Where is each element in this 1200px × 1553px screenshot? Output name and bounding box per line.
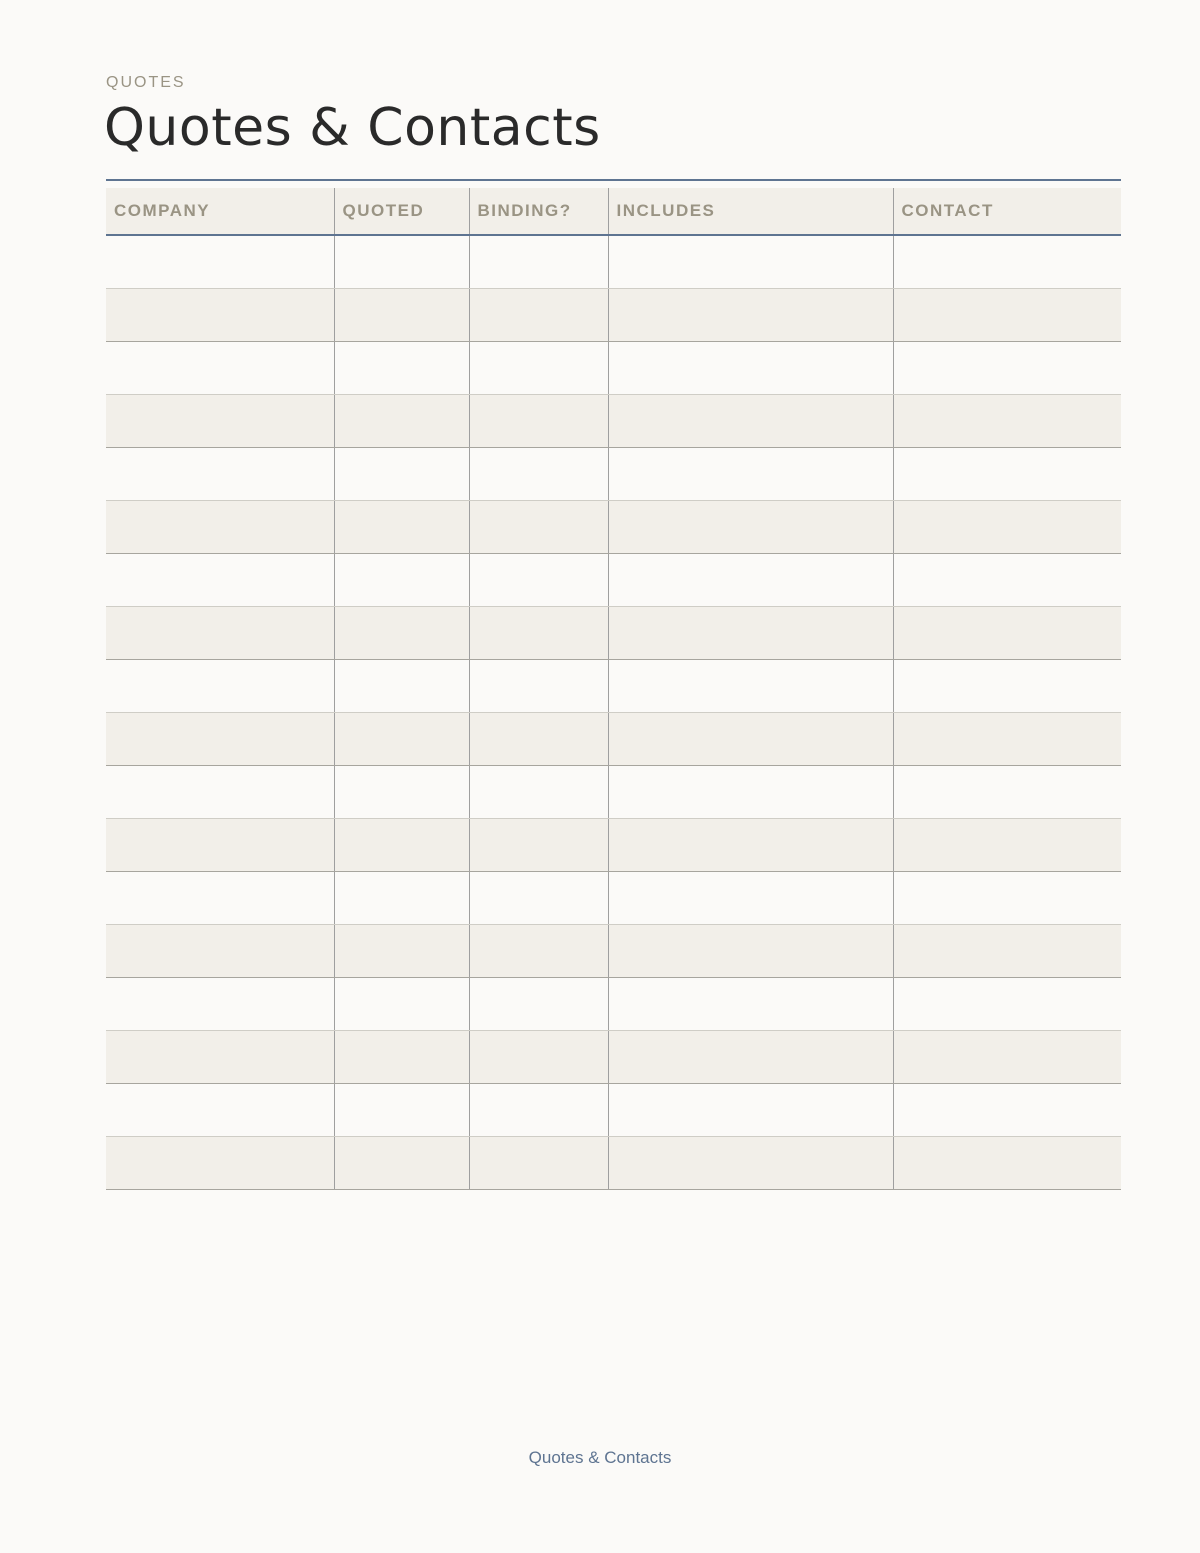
cell-binding[interactable] [469,342,608,395]
cell-company[interactable] [106,766,334,819]
cell-company[interactable] [106,607,334,660]
cell-company[interactable] [106,501,334,554]
cell-binding[interactable] [469,872,608,925]
cell-contact[interactable] [893,660,1121,713]
cell-quoted[interactable] [334,872,469,925]
cell-quoted[interactable] [334,342,469,395]
cell-company[interactable] [106,289,334,342]
cell-company[interactable] [106,235,334,289]
cell-includes[interactable] [608,395,893,448]
cell-includes[interactable] [608,448,893,501]
cell-binding[interactable] [469,1084,608,1137]
cell-contact[interactable] [893,872,1121,925]
cell-includes[interactable] [608,554,893,607]
quotes-table [106,188,1121,1190]
column-header-contact: CONTACT [893,188,1121,235]
page-title: Quotes & Contacts [104,98,601,158]
table-row [106,1031,1121,1084]
cell-contact[interactable] [893,713,1121,766]
cell-includes[interactable] [608,713,893,766]
table-row [106,448,1121,501]
cell-quoted[interactable] [334,713,469,766]
cell-contact[interactable] [893,342,1121,395]
cell-binding[interactable] [469,501,608,554]
cell-contact[interactable] [893,925,1121,978]
cell-binding[interactable] [469,289,608,342]
cell-company[interactable] [106,554,334,607]
cell-company[interactable] [106,342,334,395]
cell-company[interactable] [106,925,334,978]
cell-contact[interactable] [893,501,1121,554]
table-row [106,1084,1121,1137]
column-header-company: COMPANY [106,188,334,235]
cell-quoted[interactable] [334,289,469,342]
cell-includes[interactable] [608,925,893,978]
page-footer: Quotes & Contacts [528,1448,672,1467]
cell-binding[interactable] [469,925,608,978]
cell-company[interactable] [106,819,334,872]
cell-contact[interactable] [893,1137,1121,1190]
cell-includes[interactable] [608,1137,893,1190]
cell-includes[interactable] [608,235,893,289]
cell-binding[interactable] [469,554,608,607]
cell-company[interactable] [106,1084,334,1137]
table-row [106,342,1121,395]
cell-contact[interactable] [893,1084,1121,1137]
cell-quoted[interactable] [334,1137,469,1190]
cell-contact[interactable] [893,554,1121,607]
cell-company[interactable] [106,713,334,766]
table-row [106,607,1121,660]
cell-contact[interactable] [893,978,1121,1031]
title-divider [106,179,1121,181]
cell-quoted[interactable] [334,607,469,660]
cell-quoted[interactable] [334,395,469,448]
cell-company[interactable] [106,1137,334,1190]
cell-binding[interactable] [469,819,608,872]
cell-contact[interactable] [893,235,1121,289]
cell-contact[interactable] [893,819,1121,872]
cell-contact[interactable] [893,766,1121,819]
cell-includes[interactable] [608,1031,893,1084]
table-body [106,235,1121,1190]
table-row [106,819,1121,872]
cell-binding[interactable] [469,660,608,713]
cell-contact[interactable] [893,1031,1121,1084]
table-row [106,713,1121,766]
cell-quoted[interactable] [334,1031,469,1084]
cell-quoted[interactable] [334,925,469,978]
cell-company[interactable] [106,660,334,713]
cell-binding[interactable] [469,1137,608,1190]
table-row [106,501,1121,554]
cell-binding[interactable] [469,766,608,819]
cell-binding[interactable] [469,235,608,289]
table-row [106,925,1121,978]
cell-quoted[interactable] [334,978,469,1031]
cell-quoted[interactable] [334,766,469,819]
cell-binding[interactable] [469,448,608,501]
cell-quoted[interactable] [334,554,469,607]
cell-includes[interactable] [608,289,893,342]
cell-includes[interactable] [608,660,893,713]
cell-quoted[interactable] [334,819,469,872]
column-header-includes: INCLUDES [608,188,893,235]
cell-binding[interactable] [469,1031,608,1084]
cell-binding[interactable] [469,978,608,1031]
cell-company[interactable] [106,978,334,1031]
column-header-binding: BINDING? [469,188,608,235]
table-row [106,978,1121,1031]
cell-includes[interactable] [608,1084,893,1137]
cell-contact[interactable] [893,289,1121,342]
cell-binding[interactable] [469,607,608,660]
table-row [106,395,1121,448]
cell-quoted[interactable] [334,235,469,289]
cell-company[interactable] [106,1031,334,1084]
cell-includes[interactable] [608,607,893,660]
cell-quoted[interactable] [334,1084,469,1137]
cell-includes[interactable] [608,766,893,819]
table-header-row [106,188,1121,235]
cell-quoted[interactable] [334,660,469,713]
cell-contact[interactable] [893,448,1121,501]
cell-includes[interactable] [608,978,893,1031]
table-row [106,554,1121,607]
cell-contact[interactable] [893,395,1121,448]
cell-binding[interactable] [469,395,608,448]
section-eyebrow: QUOTES [106,74,186,91]
cell-includes[interactable] [608,501,893,554]
table-row [106,872,1121,925]
cell-company[interactable] [106,448,334,501]
table-row [106,235,1121,289]
cell-contact[interactable] [893,607,1121,660]
cell-includes[interactable] [608,872,893,925]
column-header-quoted: QUOTED [334,188,469,235]
table-row [106,1137,1121,1190]
table-row [106,660,1121,713]
table-row [106,289,1121,342]
table-row [106,766,1121,819]
cell-includes[interactable] [608,342,893,395]
cell-company[interactable] [106,872,334,925]
cell-quoted[interactable] [334,501,469,554]
cell-quoted[interactable] [334,448,469,501]
cell-binding[interactable] [469,713,608,766]
cell-includes[interactable] [608,819,893,872]
cell-company[interactable] [106,395,334,448]
